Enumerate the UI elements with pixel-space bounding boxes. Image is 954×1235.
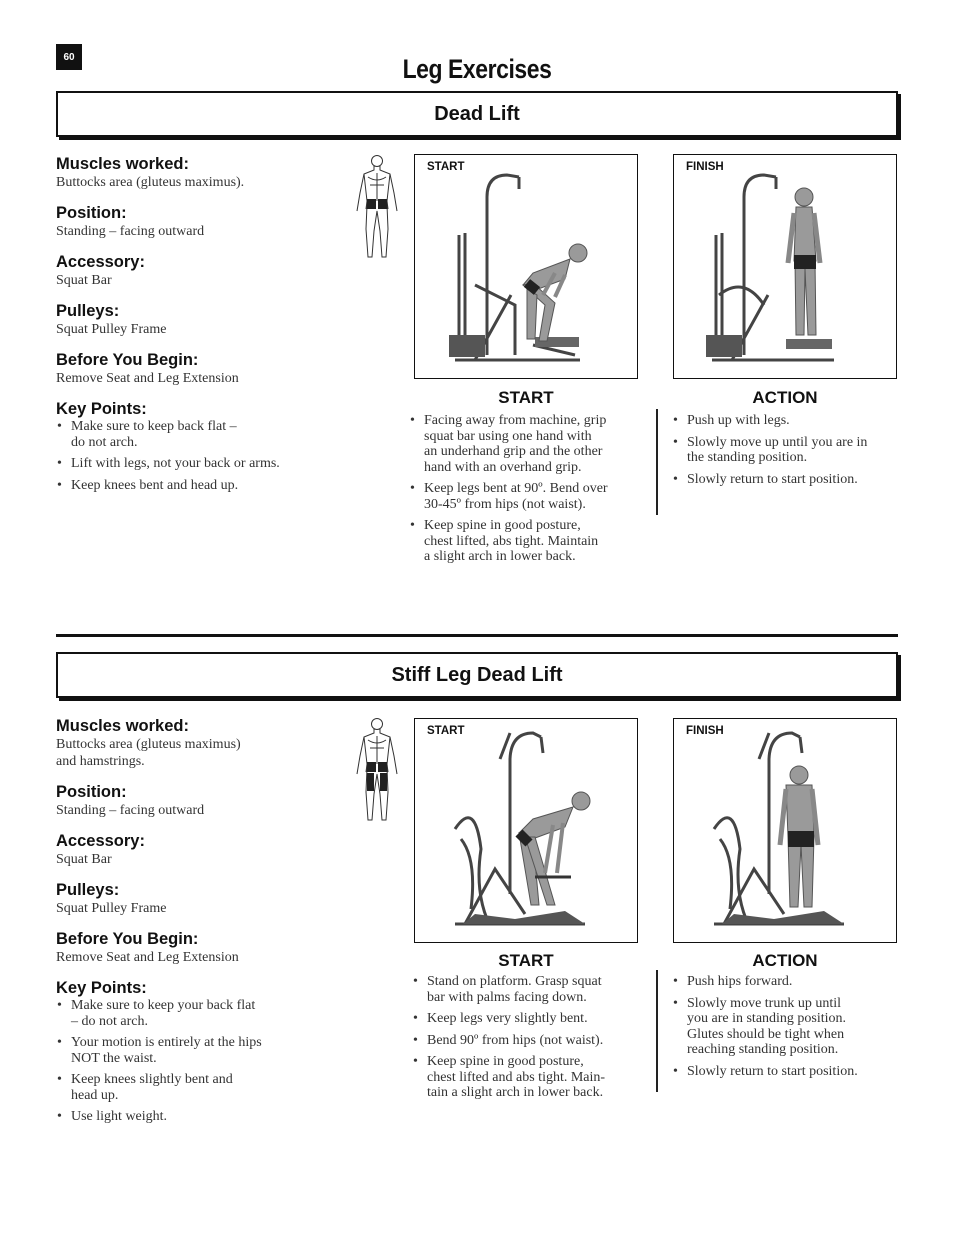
- muscle-diagram-icon: [352, 716, 402, 826]
- key-points-label: Key Points:: [56, 400, 147, 418]
- list-item: • Slowly return to start position.: [672, 1064, 898, 1080]
- list-item: • Keep spine in good posture, chest lifted, abs tight. Maintain a slight arch in lower back.: [409, 518, 649, 565]
- pulleys-label: Pulleys:: [56, 302, 120, 320]
- list-item: • Your motion is entirely at the hips NOT the waist.: [56, 1035, 346, 1066]
- position-value: Standing – facing outward: [56, 803, 205, 818]
- start-photo: [414, 154, 638, 379]
- muscles-value: Buttocks area (gluteus maximus) and hamstrings.: [56, 737, 241, 769]
- list-item: • Keep knees slightly bent and head up.: [56, 1072, 346, 1103]
- before-you-begin-label: Before You Begin:: [56, 351, 199, 369]
- muscles-value: Buttocks area (gluteus maximus).: [56, 175, 245, 190]
- list-item: • Keep spine in good posture, chest lifted and abs tight. Main- tain a slight arch in lower back.: [412, 1054, 652, 1101]
- section-title: Stiff Leg Dead Lift: [56, 652, 898, 698]
- key-points-label: Key Points:: [56, 979, 147, 997]
- pulleys-value: Squat Pulley Frame: [56, 901, 167, 916]
- key-points-list: [56, 998, 346, 1125]
- position-value: Standing – facing outward: [56, 224, 205, 239]
- accessory-label: Accessory:: [56, 832, 145, 850]
- exercise-details: [56, 717, 346, 1131]
- machine-illustration-icon: [674, 719, 897, 943]
- accessory-value: Squat Bar: [56, 852, 112, 867]
- muscles-label: Muscles worked:: [56, 155, 189, 173]
- machine-illustration-icon: [415, 719, 638, 943]
- list-item: • Bend 90º from hips (not waist).: [412, 1033, 652, 1049]
- section-stiff-leg-dead-lift: [56, 652, 898, 1142]
- position-label: Position:: [56, 783, 127, 801]
- column-divider: [656, 409, 658, 515]
- section-divider: [56, 634, 898, 637]
- photo-tag-start: START: [427, 725, 465, 737]
- start-points-list: [409, 413, 649, 571]
- list-item: • Make sure to keep your back flat – do not arch.: [56, 998, 346, 1029]
- muscles-label: Muscles worked:: [56, 717, 189, 735]
- action-points-list: [672, 413, 898, 493]
- before-you-begin-label: Before You Begin:: [56, 930, 199, 948]
- list-item: • Push hips forward.: [672, 974, 898, 990]
- machine-illustration-icon: [415, 155, 638, 379]
- finish-photo: [673, 154, 897, 379]
- action-heading: ACTION: [752, 388, 818, 407]
- list-item: • Keep legs very slightly bent.: [412, 1011, 652, 1027]
- page-number: 60: [56, 44, 82, 70]
- pulleys-value: Squat Pulley Frame: [56, 322, 167, 337]
- list-item: • Lift with legs, not your back or arms.: [56, 456, 346, 472]
- section-dead-lift: [56, 91, 898, 571]
- accessory-value: Squat Bar: [56, 273, 112, 288]
- exercise-details: [56, 155, 346, 499]
- photo-tag-finish: FINISH: [686, 725, 724, 737]
- list-item: • Keep knees bent and head up.: [56, 478, 346, 494]
- list-item: • Use light weight.: [56, 1109, 346, 1125]
- start-points-list: [412, 974, 652, 1107]
- list-item: • Make sure to keep back flat – do not arch.: [56, 419, 346, 450]
- photo-tag-finish: FINISH: [686, 161, 724, 173]
- accessory-label: Accessory:: [56, 253, 145, 271]
- action-heading: ACTION: [752, 951, 818, 970]
- list-item: • Slowly return to start position.: [672, 472, 898, 488]
- list-item: • Slowly move up until you are in the standing position.: [672, 435, 898, 466]
- start-heading: START: [498, 951, 554, 970]
- list-item: • Slowly move trunk up until you are in standing position. Glutes should be tight when reaching standing position.: [672, 996, 898, 1058]
- start-heading: START: [498, 388, 554, 407]
- list-item: • Stand on platform. Grasp squat bar with palms facing down.: [412, 974, 652, 1005]
- key-points-list: [56, 419, 346, 493]
- page-title: Leg Exercises: [402, 54, 552, 84]
- finish-photo: [673, 718, 897, 943]
- before-you-begin-value: Remove Seat and Leg Extension: [56, 371, 239, 386]
- before-you-begin-value: Remove Seat and Leg Extension: [56, 950, 239, 965]
- machine-illustration-icon: [674, 155, 897, 379]
- position-label: Position:: [56, 204, 127, 222]
- muscle-diagram-icon: [352, 153, 402, 263]
- pulleys-label: Pulleys:: [56, 881, 120, 899]
- list-item: • Push up with legs.: [672, 413, 898, 429]
- action-points-list: [672, 974, 898, 1085]
- column-divider: [656, 970, 658, 1092]
- list-item: • Facing away from machine, grip squat bar using one hand with an underhand grip and the other hand with an overhand grip.: [409, 413, 649, 475]
- photo-tag-start: START: [427, 161, 465, 173]
- start-photo: [414, 718, 638, 943]
- list-item: • Keep legs bent at 90º. Bend over 30-45º from hips (not waist).: [409, 481, 649, 512]
- section-title: Dead Lift: [56, 91, 898, 137]
